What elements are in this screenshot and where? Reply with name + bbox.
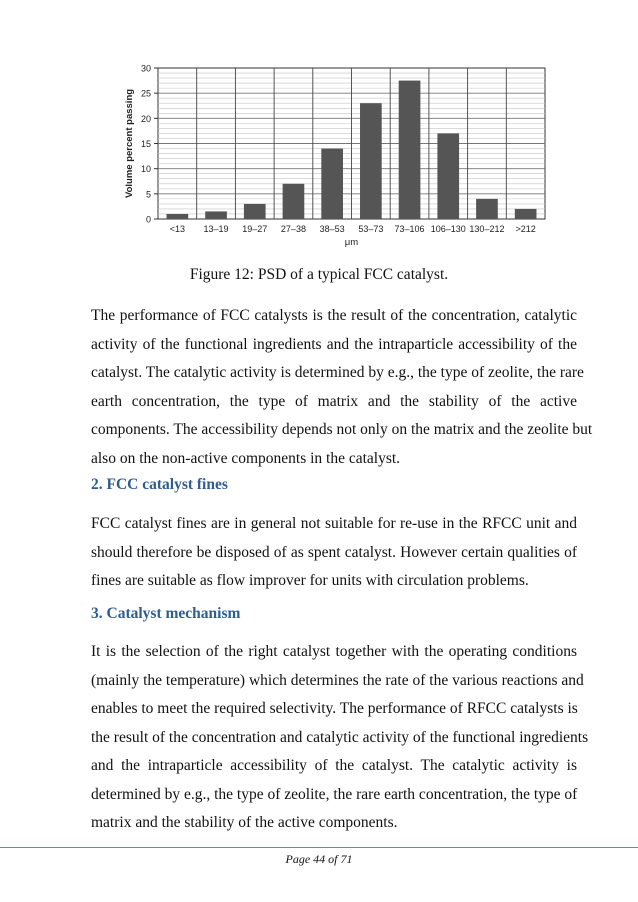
bar-10 <box>515 209 537 219</box>
x-tick-label: 73–106 <box>394 224 425 234</box>
paragraph-catalyst-fines-line: fines are suitable as flow improver for units with circulation problems. <box>91 572 529 589</box>
paragraph-catalyst-fines-line: FCC catalyst fines are in general not suitable for re-use in the RFCC unit and <box>91 515 577 532</box>
paragraph-catalyst-fines-line: should therefore be disposed of as spent catalyst. However certain qualities of <box>91 543 577 561</box>
x-tick-label: 106–130 <box>430 224 466 234</box>
bar-2 <box>205 211 227 219</box>
heading-catalyst-mechanism: 3. Catalyst mechanism <box>91 605 241 622</box>
x-tick-label: 38–53 <box>319 224 345 234</box>
paragraph-performance-line: components. The accessibility depends not only on the matrix and the zeolite but <box>91 421 593 438</box>
paragraph-catalyst-mechanism-line: determined by e.g., the type of zeolite, the rare earth concentration, the type of <box>91 785 578 803</box>
paragraph-catalyst-mechanism-line: (mainly the temperature) which determines the rate of the various reactions and <box>91 671 584 689</box>
bar-3 <box>244 204 266 219</box>
x-tick-label: 53–73 <box>358 224 384 234</box>
x-tick-label: 19–27 <box>242 224 268 234</box>
paragraph-catalyst-mechanism-line: the result of the concentration and catalytic activity of the functional ingredients <box>91 728 589 746</box>
bar-4 <box>283 184 305 219</box>
x-tick-label: 13–19 <box>203 224 229 234</box>
psd-chart-svg <box>118 52 558 252</box>
paragraph-catalyst-mechanism-line: and the intraparticle accessibility of the catalyst. The catalytic activity is <box>91 757 577 774</box>
x-tick-label: >212 <box>515 224 536 234</box>
page-number: Page 44 of 71 <box>285 852 353 866</box>
bar-9 <box>476 199 498 219</box>
x-tick-label: 27–38 <box>280 224 306 234</box>
bar-6 <box>360 103 382 219</box>
figure-caption: Figure 12: PSD of a typical FCC catalyst. <box>189 266 449 283</box>
y-tick-label: 15 <box>140 139 151 149</box>
x-axis-label: μm <box>344 237 359 248</box>
heading-fcc-catalyst-fines: 2. FCC catalyst fines <box>91 476 228 493</box>
paragraph-catalyst-fines <box>91 510 577 596</box>
paragraph-catalyst-mechanism <box>91 638 589 838</box>
x-tick-label: <13 <box>169 224 185 234</box>
paragraph-performance-line: The performance of FCC catalysts is the result of the concentration, catalytic <box>91 307 577 324</box>
y-tick-label: 20 <box>140 113 151 124</box>
y-axis-label: Volume percent passing <box>124 88 135 199</box>
bar-8 <box>437 133 459 219</box>
bar-5 <box>321 149 343 219</box>
y-tick-label: 30 <box>140 63 151 74</box>
paragraph-performance <box>91 302 593 473</box>
footer-divider <box>0 847 638 848</box>
y-tick-label: 10 <box>140 164 151 175</box>
y-tick-label: 5 <box>145 189 151 200</box>
psd-chart <box>118 52 558 252</box>
paragraph-catalyst-mechanism-line: enables to meet the required selectivity. The performance of RFCC catalysts is <box>91 700 578 717</box>
paragraph-performance-line: earth concentration, the type of matrix and the stability of the active <box>91 392 577 410</box>
paragraph-performance-line: also on the non-active components in the catalyst. <box>91 449 401 467</box>
paragraph-catalyst-mechanism-line: matrix and the stability of the active components. <box>91 814 398 831</box>
paragraph-performance-line: catalyst. The catalytic activity is determined by e.g., the type of zeolite, the rare <box>91 364 584 381</box>
paragraph-catalyst-mechanism-line: It is the selection of the right catalyst together with the operating conditions <box>91 643 577 660</box>
x-tick-label: 130–212 <box>469 224 505 234</box>
bar-1 <box>167 214 189 219</box>
bar-7 <box>399 81 421 219</box>
y-tick-label: 0 <box>145 214 151 225</box>
paragraph-performance-line: activity of the functional ingredients and the intraparticle accessibility of the <box>91 335 577 353</box>
y-tick-label: 25 <box>140 88 151 99</box>
